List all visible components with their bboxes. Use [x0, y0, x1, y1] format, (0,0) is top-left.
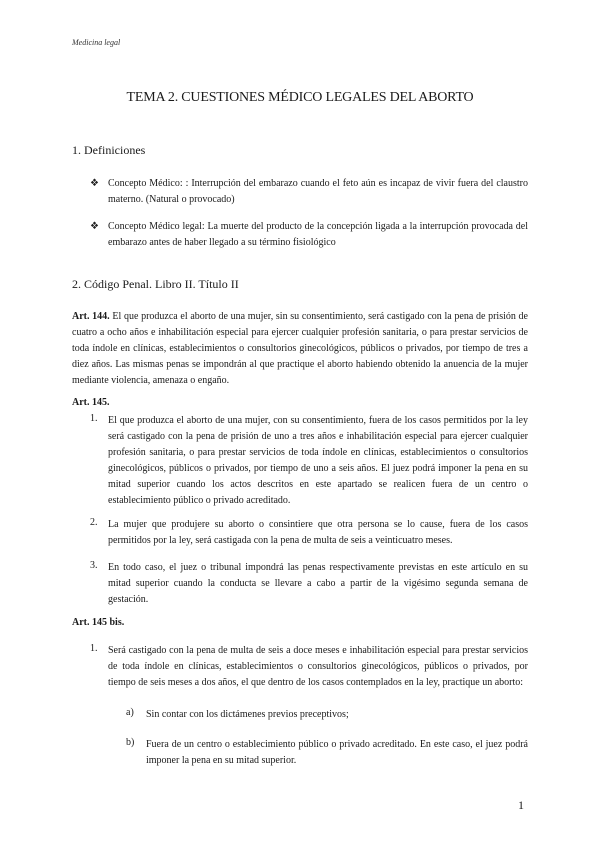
article-145-bis-subitem-b: Fuera de un centro o establecimiento público o privado acreditado. En este caso, el juez podrá imponer la pena en su mitad superior. — [146, 739, 528, 766]
list-number: 1. — [90, 413, 98, 424]
article-144-label: Art. 144. — [72, 311, 110, 322]
list-number: 2. — [90, 517, 98, 528]
definition-medico-legal: Concepto Médico legal: La muerte del producto de la concepción ligada a la interrupción provocada del embarazo antes de haber llegado a su término fisiológico — [108, 221, 528, 248]
diamond-bullet-icon: ❖ — [90, 178, 99, 189]
article-145-item-2: La mujer que produjere su aborto o consintiere que otra persona se lo cause, fuera de los casos permitidos por la ley, será castigada con la pena de multa de seis a veinticuatro meses. — [108, 519, 528, 546]
article-144 — [72, 309, 528, 389]
page-number: 1 — [518, 798, 524, 812]
definition-medical: Concepto Médico: : Interrupción del embarazo cuando el feto aún es incapaz de vivir fuera del claustro materno. (Natural o provocado) — [108, 178, 528, 205]
list-number: 1. — [90, 643, 98, 654]
diamond-bullet-icon: ❖ — [90, 221, 99, 232]
article-145-item-1: El que produzca el aborto de una mujer, con su consentimiento, fuera de los casos permitidos por la ley será castigado con la pena de prisión de uno a tres años e inhabilitación especial para ejercer cualquier profesión sanitaria, o para prestar servicios de toda índole en clínicas, establecimientos o consultorios ginecológicos, públicos o privados, por tiempo de uno a seis años. El juez podrá imponer la pena en su mitad superior cuando los actos descritos en este apartado se realicen fuera de un centro o establecimiento público o privado acreditado. — [108, 415, 528, 506]
article-145-bis-item-1: Será castigado con la pena de multa de seis a doce meses e inhabilitación especial para prestar servicios de toda índole en clínicas, establecimientos o consultorios ginecológicos, públicos o privados, por tiempo de seis meses a dos años, el que dentro de los casos contemplados en la ley, practique un aborto: — [108, 645, 528, 688]
list-letter: b) — [126, 737, 135, 748]
article-145-bis-subitem-a: Sin contar con los dictámenes previos preceptivos; — [146, 709, 349, 720]
section-heading-codigo-penal: 2. Código Penal. Libro II. Título II — [72, 277, 239, 291]
list-letter: a) — [126, 707, 134, 718]
section-heading-definiciones: 1. Definiciones — [72, 143, 146, 157]
article-145-label: Art. 145. — [72, 397, 110, 408]
article-145-bis-label: Art. 145 bis. — [72, 617, 125, 628]
list-number: 3. — [90, 560, 98, 571]
article-145-item-3: En todo caso, el juez o tribunal impondrá las penas respectivamente previstas en este artículo en su mitad superior cuando la conducta se llevare a cabo a partir de la vigésimo segunda semana de gestación. — [108, 562, 528, 605]
running-header: Medicina legal — [72, 38, 121, 47]
document-title: TEMA 2. CUESTIONES MÉDICO LEGALES DEL ABORTO — [126, 90, 474, 105]
article-144-text: El que produzca el aborto de una mujer, sin su consentimiento, será castigado con la pena de prisión de cuatro a ocho años e inhabilitación especial para ejercer cualquier profesión sanitaria, o para prestar servicios de toda índole en clínicas, establecimientos o consultorios ginecológicos, públicos o privados, por tiempo de tres a diez años. Las mismas penas se impondrán al que practique el aborto habiendo obtenido la anuencia de la mujer mediante violencia, amenaza o engaño. — [72, 311, 528, 386]
